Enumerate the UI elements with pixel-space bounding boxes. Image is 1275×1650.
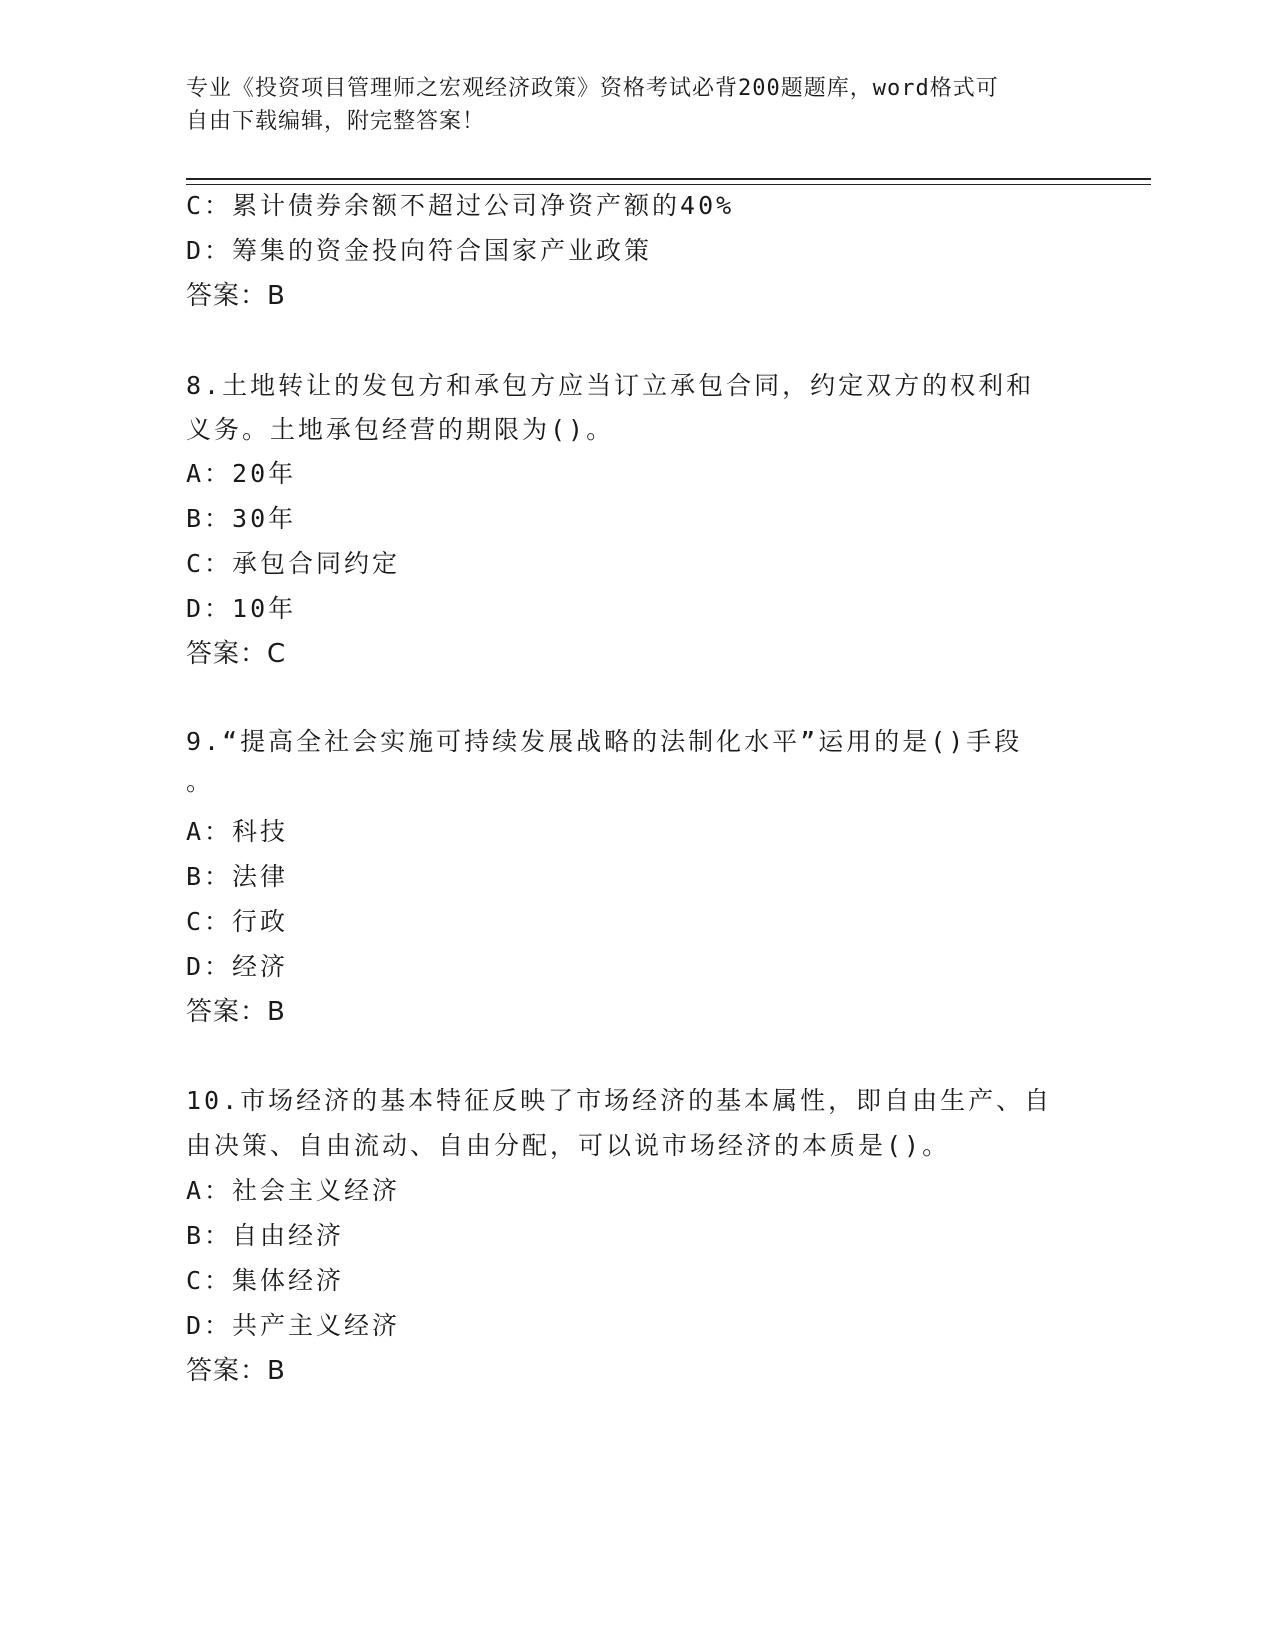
q9-stem-line-1: 9.“提高全社会实施可持续发展战略的法制化水平”运用的是()手段 [186,727,1023,756]
header-divider-thick [186,178,1151,180]
q9-option-d: D：经济 [186,952,289,981]
q8-option-d: D：10年 [186,594,297,623]
header-divider-thin [186,184,1151,185]
q8-stem-line-2: 义务。土地承包经营的期限为()。 [186,415,615,444]
q8-option-b: B：30年 [186,504,297,533]
header-line-2: 自由下载编辑，附完整答案！ [186,109,486,134]
q9-stem-line-2: 。 [186,767,215,796]
q10-option-a: A：社会主义经济 [186,1176,401,1205]
header-line-1: 专业《投资项目管理师之宏观经济政策》资格考试必背200题题库，word格式可 [186,76,999,101]
q10-option-c: C：集体经济 [186,1266,345,1295]
q10-option-d: D：共产主义经济 [186,1311,401,1340]
q9-answer: 答案：B [186,997,286,1027]
q9-option-c: C：行政 [186,907,289,936]
q8-option-a: A：20年 [186,459,297,488]
q10-option-b: B：自由经济 [186,1221,345,1250]
document-header [186,72,1086,138]
q7-option-c: C：累计债券余额不超过公司净资产额的40% [186,191,735,220]
q10-answer: 答案：B [186,1356,286,1386]
q8-stem-line-1: 8.土地转让的发包方和承包方应当订立承包合同，约定双方的权利和 [186,371,1035,400]
q9-option-a: A：科技 [186,817,289,846]
q8-option-c: C：承包合同约定 [186,549,401,578]
q10-stem-line-1: 10.市场经济的基本特征反映了市场经济的基本属性，即自由生产、自 [186,1086,1053,1115]
q7-answer: 答案：B [186,281,286,311]
q9-option-b: B：法律 [186,862,289,891]
q7-option-d: D：筹集的资金投向符合国家产业政策 [186,236,653,265]
q8-answer: 答案：C [186,639,287,669]
q10-stem-line-2: 由决策、自由流动、自由分配，可以说市场经济的本质是()。 [186,1131,951,1160]
